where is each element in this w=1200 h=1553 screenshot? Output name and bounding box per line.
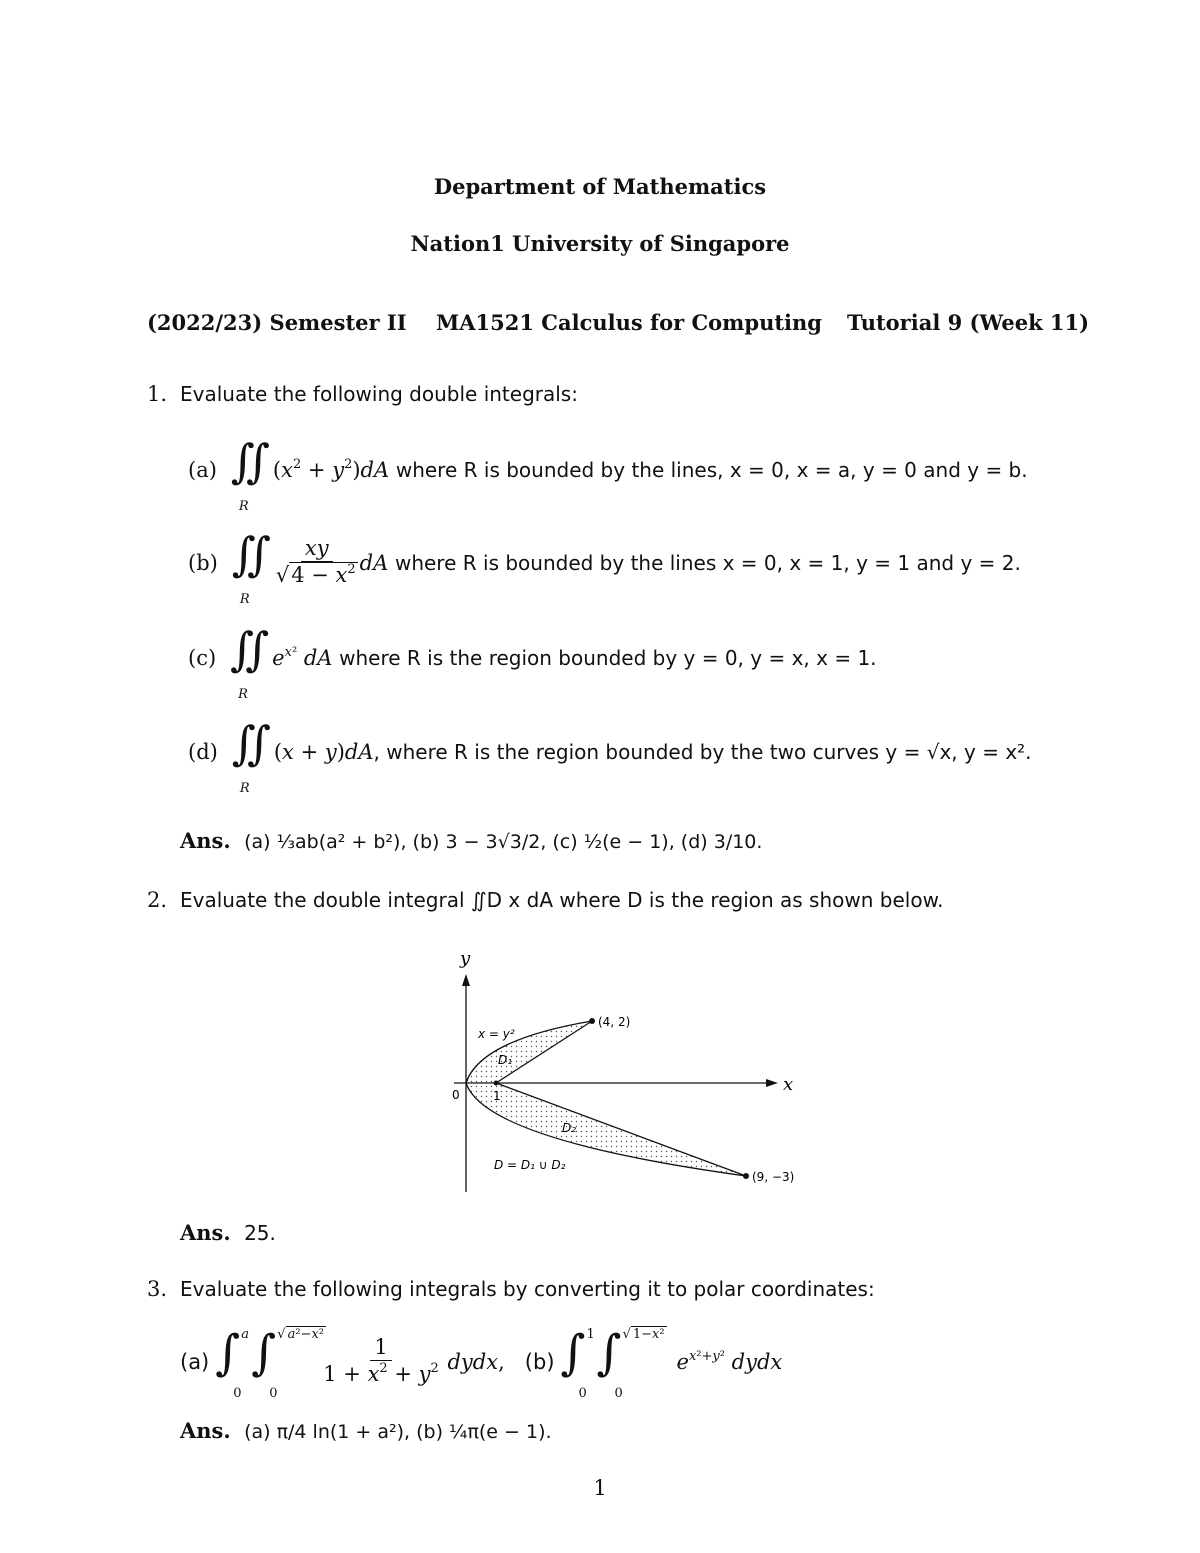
integral-symbol: ∫ a 0 [215, 1325, 250, 1401]
q1a-text: where R is bounded by the lines, x = 0, x = a, y = 0 and y = b. [395, 458, 1028, 482]
q1d-integrand: (x + y)dA [273, 740, 374, 764]
q1-answer-row [180, 828, 762, 853]
q2-ans-text: 25. [244, 1221, 276, 1245]
union-label: D = D₁ ∪ D₂ [494, 1158, 566, 1172]
q1c-text: where R is the region bounded by y = 0, y = x, x = 1. [339, 646, 877, 670]
q1b-text: where R is bounded by the lines x = 0, x = 1, y = 1 and y = 2. [394, 551, 1021, 575]
one-label: 1 [493, 1089, 501, 1103]
q1c-label: (c) [188, 646, 217, 670]
origin-label: 0 [452, 1088, 460, 1102]
x-axis-arrow-icon [766, 1079, 778, 1087]
q1d-row [188, 716, 1032, 796]
integral-symbol: ∫ √ a²−x² 0 [251, 1325, 324, 1401]
point-bottom-label: (9, −3) [752, 1170, 795, 1184]
q1-prompt: Evaluate the following double integrals: [180, 382, 578, 406]
q2-ans-label: Ans. [180, 1220, 231, 1245]
point-one [494, 1081, 499, 1086]
q1c-integrand: $e^{x^2}$ dA [272, 645, 333, 670]
y-axis-arrow-icon [462, 974, 470, 986]
university-heading: Nation1 University of Singapore [410, 231, 790, 256]
q3-prompt: Evaluate the following integrals by converting it to polar coordinates: [180, 1277, 875, 1301]
course-title: MA1521 Calculus for Computing [436, 310, 822, 335]
q1-number: 1. [147, 382, 168, 406]
semester-label: (2022/23) Semester II [147, 310, 407, 335]
x-axis-label: x [783, 1074, 794, 1095]
region-figure [440, 940, 810, 1200]
q1d-text: , where R is the region bounded by the two curves y = √x, y = x². [373, 740, 1032, 764]
q1-ans-text: (a) ⅓ab(a² + b²), (b) 3 − 3√3/2, (c) ½(e − 1), (d) 3/10. [244, 831, 763, 853]
d2-label: D₂ [562, 1121, 577, 1135]
q3a-label: (a) [180, 1350, 210, 1374]
q1d-label: (d) [188, 740, 218, 764]
q3a-integrand: $\frac{1}{1 + x^2 + y^2}$ [323, 1334, 439, 1386]
point-top [589, 1018, 595, 1024]
point-top-label: (4, 2) [598, 1015, 631, 1029]
q1a-row [188, 434, 1028, 514]
double-integral-symbol: ∬ R [230, 622, 270, 702]
q3b-label: (b) [524, 1350, 555, 1374]
double-integral-symbol: ∬ R [230, 434, 271, 514]
q3-integrals-row: (a) ∫ a 0 ∫ √ a²−x² 0 $\frac{1}{1 + x^2 + y^2}$ dydx , (b) ∫ 1 0 ∫ √ 1−x² 0 $e^{x^2+y^2}$ dydx [180, 1325, 783, 1401]
q3b-integrand: $e^{x^2+y^2}$ dydx [676, 1349, 783, 1374]
q1b-row: (b) ∬ R $\frac{xy}{√4 - x^2}$ dA where R is bounded by the lines x = 0, x = 1, y = 1 and y = 2. [188, 527, 1021, 607]
department-heading: Department of Mathematics [433, 174, 767, 199]
q3-ans-text: (a) π/4 ln(1 + a²), (b) ¼π(e − 1). [244, 1421, 552, 1443]
q3-number: 3. [147, 1277, 168, 1301]
curve-label: x = y² [478, 1027, 515, 1041]
q1b-integrand: $\frac{xy}{√4 - x^2}$ [275, 535, 356, 587]
double-integral-symbol: ∬ R [231, 716, 272, 796]
d1-label: D₁ [498, 1053, 513, 1067]
integral-symbol: ∫ √ 1−x² 0 [596, 1325, 665, 1401]
q2-prompt: Evaluate the double integral ∬D x dA where D is the region as shown below. [180, 888, 944, 912]
double-integral-symbol: ∬ R [231, 527, 272, 607]
q3-answer-row [180, 1418, 552, 1443]
q1b-label: (b) [188, 551, 218, 575]
integral-symbol: ∫ 1 0 [560, 1325, 595, 1401]
y-axis-label: y [460, 948, 471, 969]
q1a-label: (a) [188, 458, 217, 482]
point-bottom [743, 1173, 749, 1179]
q1-ans-label: Ans. [180, 828, 231, 853]
page-number: 1 [593, 1476, 607, 1500]
q2-answer-row [180, 1220, 276, 1245]
q1c-row [188, 622, 877, 702]
q2-number: 2. [147, 888, 168, 912]
tutorial-label: Tutorial 9 (Week 11) [847, 310, 1090, 335]
q3-ans-label: Ans. [180, 1418, 231, 1443]
q1a-integrand: $(x^2 + y^2)dA$ [272, 457, 390, 482]
